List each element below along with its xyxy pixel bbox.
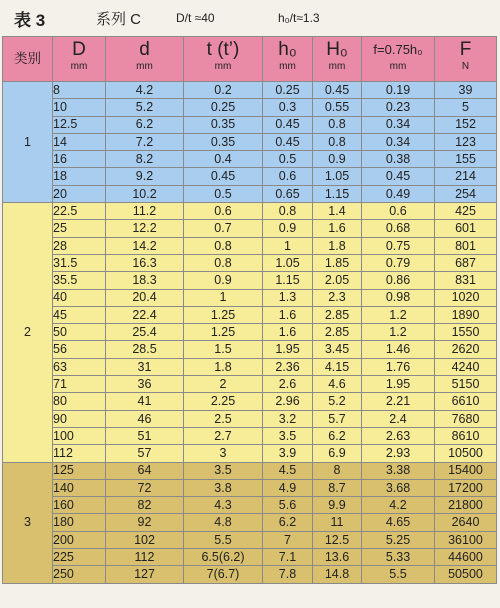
table-row [3,151,497,168]
table-row [3,168,497,185]
group-3 [3,462,497,583]
table-row [3,272,497,289]
table-cell: 8.7 [313,479,362,496]
table-cell: 40 [53,289,106,306]
table-row [3,566,497,583]
table-cell: 25.4 [106,324,184,341]
table-row [3,203,497,220]
table-cell: 2.63 [362,427,435,444]
table-cell: 6.5(6.2) [184,549,263,566]
table-cell: 1.5 [184,341,263,358]
table-cell: 2.4 [362,410,435,427]
table-cell: 7.8 [263,566,313,583]
table-cell: 1550 [435,324,497,341]
table-row [3,324,497,341]
table-cell: 50 [53,324,106,341]
table-cell: 2620 [435,341,497,358]
table-cell: 123 [435,133,497,150]
table-cell: 1.25 [184,324,263,341]
table-cell: 0.8 [313,116,362,133]
table-cell: 2.7 [184,427,263,444]
table-cell: 3.9 [263,445,313,462]
table-cell: 0.65 [263,185,313,202]
table-cell: 601 [435,220,497,237]
table-cell: 0.6 [263,168,313,185]
table-cell: 8 [313,462,362,479]
header-unit: mm [214,61,232,72]
table-row [3,445,497,462]
table-cell: 39 [435,82,497,99]
table-cell: 0.45 [362,168,435,185]
header-symbol: D [72,39,86,60]
header-col-2 [106,37,184,82]
table-cell: 127 [106,566,184,583]
table-cell: 200 [53,531,106,548]
table-cell: 1.15 [263,272,313,289]
table-cell: 4.8 [184,514,263,531]
table-cell: 64 [106,462,184,479]
table-cell: 112 [106,549,184,566]
table-cell: 5.25 [362,531,435,548]
table-cell: 3.2 [263,410,313,427]
table-cell: 4240 [435,358,497,375]
table-cell: 0.3 [263,99,313,116]
table-cell: 80 [53,393,106,410]
table-cell: 28 [53,237,106,254]
table-cell: 112 [53,445,106,462]
table-cell: 16.3 [106,254,184,271]
series-label: 系列 C [96,11,142,28]
table-row [3,462,497,479]
table-row [3,237,497,254]
table-cell: 0.49 [362,185,435,202]
table-cell: 2.05 [313,272,362,289]
table-cell: 1.15 [313,185,362,202]
table-cell: 1.76 [362,358,435,375]
table-cell: 56 [53,341,106,358]
table-number: 表 3 [14,11,46,30]
header-col-3 [184,37,263,82]
table-caption [0,0,500,36]
table-cell: 2.3 [313,289,362,306]
table-cell: 4.2 [106,82,184,99]
table-row [3,254,497,271]
table-cell: 18 [53,168,106,185]
table-cell: 180 [53,514,106,531]
table-cell: 4.15 [313,358,362,375]
table-cell: 22.4 [106,306,184,323]
table-cell: 1.8 [184,358,263,375]
table-cell: 12.2 [106,220,184,237]
table-cell: 0.5 [184,185,263,202]
table-cell: 0.34 [362,116,435,133]
table-cell: 0.4 [184,151,263,168]
table-cell: 8 [53,82,106,99]
table-cell: 3.8 [184,479,263,496]
table-cell: 225 [53,549,106,566]
table-cell: 4.5 [263,462,313,479]
table-cell: 1.8 [313,237,362,254]
header-category: 类别 [3,37,53,82]
table-cell: 1020 [435,289,497,306]
table-row [3,376,497,393]
table-cell: 20.4 [106,289,184,306]
table-cell: 6.2 [263,514,313,531]
table-cell: 7 [263,531,313,548]
table-cell: 45 [53,306,106,323]
table-cell: 14 [53,133,106,150]
table-cell: 5 [435,99,497,116]
header-col-6 [362,37,435,82]
header-col-4 [263,37,313,82]
table-cell: 44600 [435,549,497,566]
table-cell: 2640 [435,514,497,531]
table-cell: 41 [106,393,184,410]
table-row [3,514,497,531]
table-cell: 125 [53,462,106,479]
table-cell: 801 [435,237,497,254]
table-row [3,306,497,323]
table-cell: 425 [435,203,497,220]
table-cell: 0.45 [184,168,263,185]
table-row [3,358,497,375]
table-cell: 18.3 [106,272,184,289]
table-cell: 5.5 [184,531,263,548]
table-cell: 3.45 [313,341,362,358]
table-cell: 0.23 [362,99,435,116]
table-cell: 3 [184,445,263,462]
table-cell: 0.6 [184,203,263,220]
table-cell: 36100 [435,531,497,548]
table-cell: 25 [53,220,106,237]
table-cell: 50500 [435,566,497,583]
header-symbol: t (t’) [206,39,240,60]
table-cell: 7.2 [106,133,184,150]
table-cell: 3.5 [263,427,313,444]
table-cell: 1.3 [263,289,313,306]
table-cell: 1.05 [313,168,362,185]
table-cell: 1.2 [362,324,435,341]
table-cell: 5150 [435,376,497,393]
header-row [3,37,497,82]
table-row [3,185,497,202]
table-cell: 20 [53,185,106,202]
table-cell: 15400 [435,462,497,479]
header-col-7 [435,37,497,82]
header-symbol: H₀ [326,39,348,60]
table-cell: 11 [313,514,362,531]
header-unit: mm [328,61,346,72]
table-cell: 14.8 [313,566,362,583]
table-cell: 31.5 [53,254,106,271]
table-cell: 1.46 [362,341,435,358]
table-row [3,289,497,306]
table-cell: 0.8 [263,203,313,220]
table-cell: 2.93 [362,445,435,462]
table-cell: 1.6 [263,324,313,341]
table-cell: 22.5 [53,203,106,220]
table-cell: 102 [106,531,184,548]
table-cell: 16 [53,151,106,168]
table-cell: 17200 [435,479,497,496]
table-cell: 8610 [435,427,497,444]
header-symbol: h₀ [278,39,297,60]
table-cell: 2.85 [313,324,362,341]
table-cell: 0.25 [263,82,313,99]
table-cell: 0.2 [184,82,263,99]
table-cell: 12.5 [53,116,106,133]
table-cell: 4.9 [263,479,313,496]
header-symbol: F [459,39,472,60]
table-row [3,497,497,514]
table-row [3,116,497,133]
table-cell: 0.35 [184,133,263,150]
table-cell: 0.8 [313,133,362,150]
table-cell: 82 [106,497,184,514]
table-cell: 31 [106,358,184,375]
header-unit: mm [389,61,407,72]
table-cell: 10.2 [106,185,184,202]
table-cell: 5.6 [263,497,313,514]
table-cell: 5.2 [106,99,184,116]
table-cell: 140 [53,479,106,496]
table-cell: 12.5 [313,531,362,548]
table-cell: 687 [435,254,497,271]
table-cell: 0.6 [362,203,435,220]
table-cell: 36 [106,376,184,393]
table-cell: 13.6 [313,549,362,566]
table-cell: 1.85 [313,254,362,271]
table-cell: 6.2 [106,116,184,133]
table-cell: 1.25 [184,306,263,323]
table-cell: 9.9 [313,497,362,514]
table-cell: 160 [53,497,106,514]
table-cell: 6.2 [313,427,362,444]
table-cell: 0.34 [362,133,435,150]
table-row [3,427,497,444]
table-cell: 1.95 [362,376,435,393]
table-cell: 152 [435,116,497,133]
header-unit: mm [136,61,153,72]
table-cell: 2.96 [263,393,313,410]
table-cell: 0.7 [184,220,263,237]
d-ratio-note: D/t ≈40 [176,11,215,25]
category-label: 1 [3,82,53,203]
table-cell: 57 [106,445,184,462]
table-cell: 0.19 [362,82,435,99]
table-row [3,479,497,496]
table-cell: 1.6 [313,220,362,237]
table-cell: 4.3 [184,497,263,514]
table-cell: 1.4 [313,203,362,220]
table-cell: 0.25 [184,99,263,116]
header-symbol: d [139,39,150,60]
header-symbol: f=0.75h₀ [373,42,423,57]
table-cell: 2.85 [313,306,362,323]
table-cell: 2.21 [362,393,435,410]
table-cell: 11.2 [106,203,184,220]
spring-spec-table [2,36,497,584]
table-cell: 5.2 [313,393,362,410]
table-cell: 90 [53,410,106,427]
header-unit: N [461,61,470,72]
table-cell: 63 [53,358,106,375]
table-cell: 3.5 [184,462,263,479]
table-cell: 2.5 [184,410,263,427]
table-cell: 100 [53,427,106,444]
table-row [3,133,497,150]
table-cell: 250 [53,566,106,583]
table-row [3,99,497,116]
header-unit: mm [279,61,296,72]
table-cell: 254 [435,185,497,202]
table-cell: 2 [184,376,263,393]
table-cell: 831 [435,272,497,289]
table-cell: 51 [106,427,184,444]
table-cell: 214 [435,168,497,185]
table-cell: 10500 [435,445,497,462]
table-cell: 0.98 [362,289,435,306]
table-cell: 0.38 [362,151,435,168]
table-cell: 1 [263,237,313,254]
table-cell: 1890 [435,306,497,323]
table-cell: 4.65 [362,514,435,531]
table-row [3,341,497,358]
h-ratio-note: h₀/t≈1.3 [278,11,320,25]
table-cell: 0.5 [263,151,313,168]
header-unit: mm [70,61,88,72]
table-cell: 3.68 [362,479,435,496]
table-cell: 3.38 [362,462,435,479]
table-cell: 2.36 [263,358,313,375]
table-cell: 21800 [435,497,497,514]
table-cell: 0.55 [313,99,362,116]
header-col-1 [53,37,106,82]
table-cell: 0.9 [184,272,263,289]
table-row [3,410,497,427]
table-cell: 1 [184,289,263,306]
table-cell: 6610 [435,393,497,410]
table-cell: 0.86 [362,272,435,289]
table-cell: 1.6 [263,306,313,323]
table-cell: 7(6.7) [184,566,263,583]
table-cell: 14.2 [106,237,184,254]
table-cell: 0.68 [362,220,435,237]
table-cell: 4.6 [313,376,362,393]
table-cell: 2.6 [263,376,313,393]
table-cell: 10 [53,99,106,116]
table-cell: 0.9 [263,220,313,237]
table-cell: 0.79 [362,254,435,271]
table-row [3,531,497,548]
group-1 [3,82,497,203]
table-cell: 0.45 [263,133,313,150]
table-cell: 9.2 [106,168,184,185]
table-cell: 5.7 [313,410,362,427]
table-cell: 1.95 [263,341,313,358]
table-cell: 0.45 [263,116,313,133]
table-cell: 8.2 [106,151,184,168]
table-cell: 0.75 [362,237,435,254]
table-cell: 1.2 [362,306,435,323]
table-cell: 0.8 [184,237,263,254]
table-cell: 35.5 [53,272,106,289]
table-cell: 72 [106,479,184,496]
table-cell: 5.5 [362,566,435,583]
table-row [3,393,497,410]
table-cell: 6.9 [313,445,362,462]
table-cell: 7680 [435,410,497,427]
table-cell: 5.33 [362,549,435,566]
table-cell: 1.05 [263,254,313,271]
table-cell: 0.35 [184,116,263,133]
category-label: 2 [3,203,53,462]
category-label: 3 [3,462,53,583]
table-cell: 7.1 [263,549,313,566]
table-cell: 92 [106,514,184,531]
table-row [3,82,497,99]
table-cell: 46 [106,410,184,427]
group-2 [3,203,497,462]
table-cell: 0.9 [313,151,362,168]
table-cell: 0.8 [184,254,263,271]
table-cell: 4.2 [362,497,435,514]
table-cell: 2.25 [184,393,263,410]
table-row [3,220,497,237]
table-cell: 71 [53,376,106,393]
table-cell: 0.45 [313,82,362,99]
table-cell: 28.5 [106,341,184,358]
table-cell: 155 [435,151,497,168]
table-row [3,549,497,566]
header-col-5 [313,37,362,82]
